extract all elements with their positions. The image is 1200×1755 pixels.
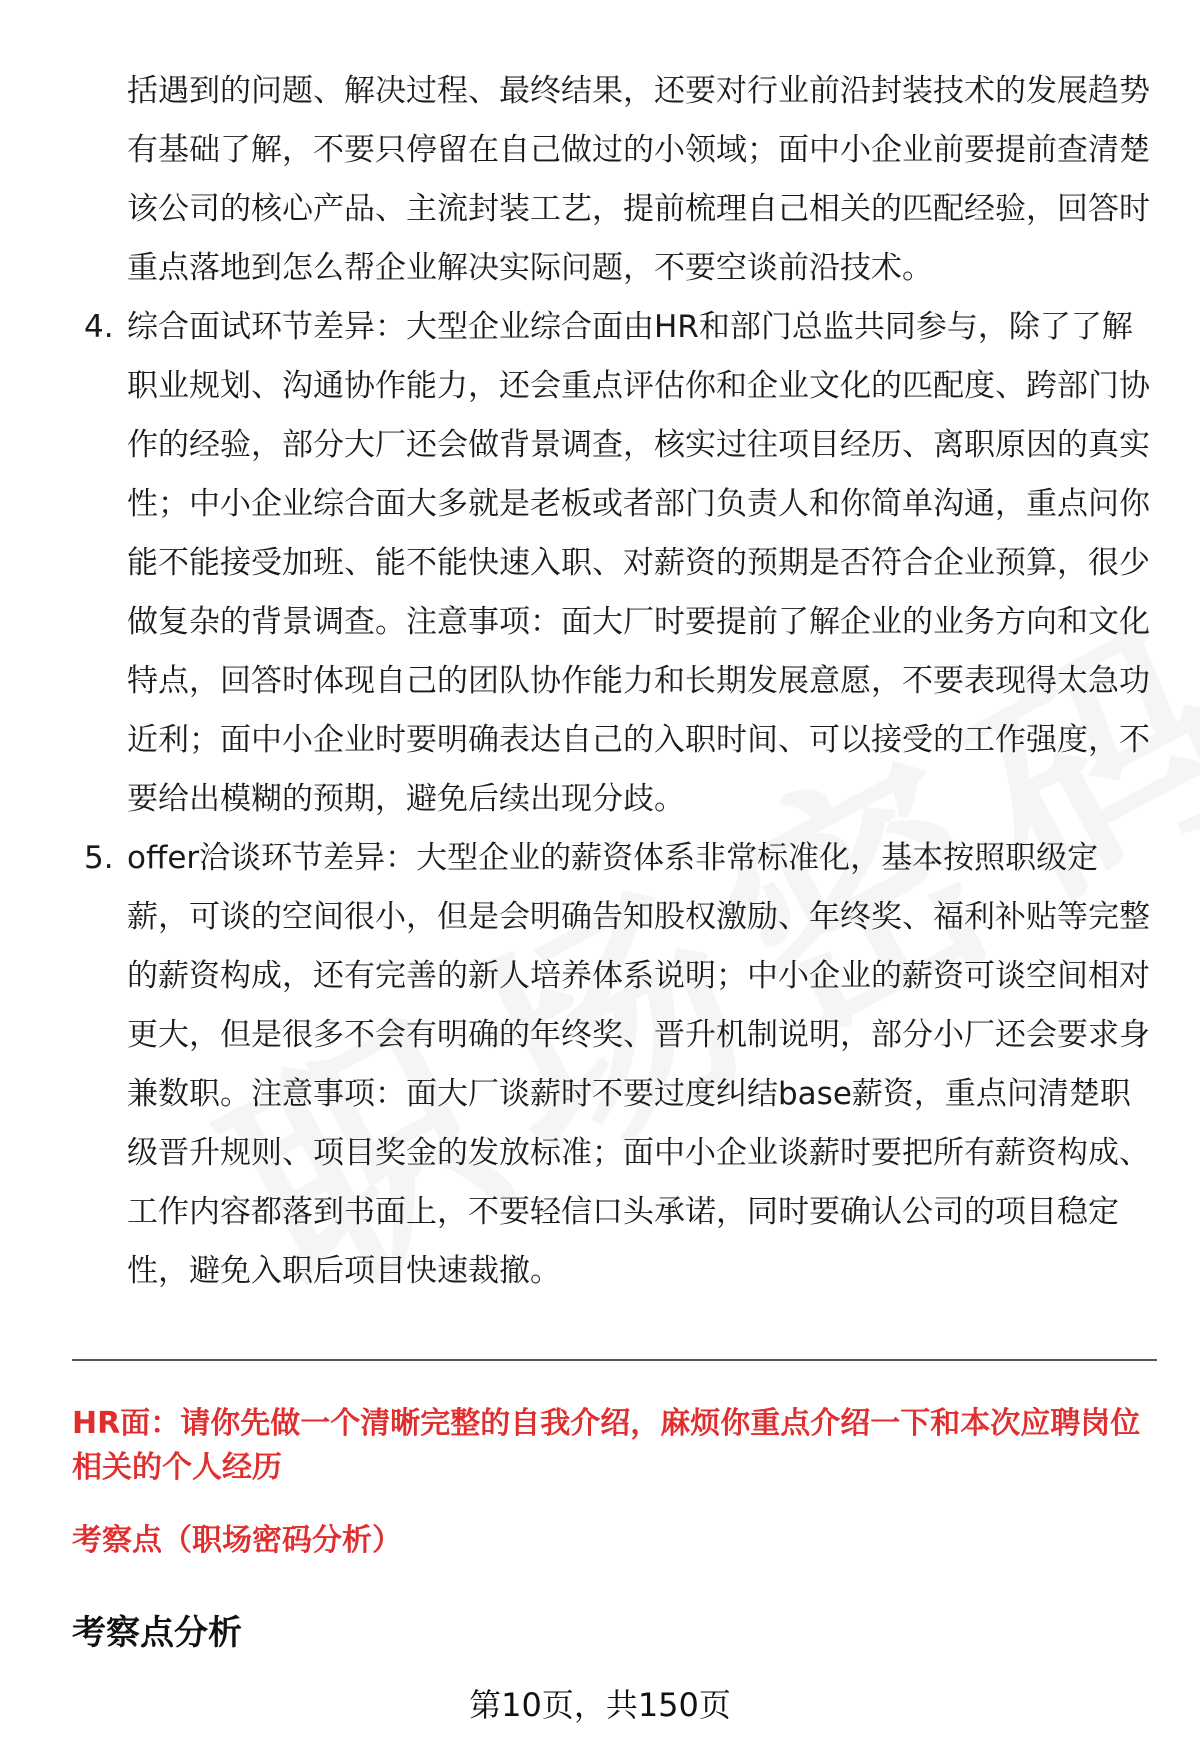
list-item-5 bbox=[0, 829, 1200, 1301]
section-title: 考察点分析 bbox=[72, 1613, 242, 1653]
document-body bbox=[0, 62, 1200, 1301]
page-footer: 第10页，共150页 bbox=[469, 1686, 731, 1724]
interview-question: HR面：请你先做一个清晰完整的自我介绍，麻烦你重点介绍一下和本次应聘岗位相关的个人经历 bbox=[72, 1406, 1141, 1485]
list-item-text: offer洽谈环节差异：大型企业的薪资体系非常标准化，基本按照职级定薪，可谈的空间很小，但是会明确告知股权激励、年终奖、福利补贴等完整的薪资构成，还有完善的新人培养体系说明；中小企业的薪资可谈空间相对更大，但是很多不会有明确的年终奖、晋升机制说明，部分小厂还会要求身兼数职。注意事项：面大厂谈薪时不要过度纠结base薪资，重点问清楚职级晋升规则、项目奖金的发放标准；面中小企业谈薪时要把所有薪资构成、工作内容都落到书面上，不要轻信口头承诺，同时要确认公司的项目稳定性，避免入职后项目快速裁撤。 bbox=[127, 840, 1150, 1289]
list-item-4 bbox=[0, 298, 1200, 829]
list-item-text: 综合面试环节差异：大型企业综合面由HR和部门总监共同参与，除了了解职业规划、沟通协作能力，还会重点评估你和企业文化的匹配度、跨部门协作的经验，部分大厂还会做背景调查，核实过往项目经历、离职原因的真实性；中小企业综合面大多就是老板或者部门负责人和你简单沟通，重点问你能不能接受加班、能不能快速入职、对薪资的预期是否符合企业预算，很少做复杂的背景调查。注意事项：面大厂时要提前了解企业的业务方向和文化特点，回答时体现自己的团队协作能力和长期发展意愿，不要表现得太急功近利；面中小企业时要明确表达自己的入职时间、可以接受的工作强度，不要给出模糊的预期，避免后续出现分歧。 bbox=[127, 309, 1150, 817]
assessment-subheading: 考察点（职场密码分析） bbox=[72, 1523, 402, 1558]
list-number: 5. bbox=[84, 840, 114, 876]
continued-paragraph: 括遇到的问题、解决过程、最终结果，还要对行业前沿封装技术的发展趋势有基础了解，不要只停留在自己做过的小领域；面中小企业前要提前查清楚该公司的核心产品、主流封装工艺，提前梳理自己相关的匹配经验，回答时重点落地到怎么帮企业解决实际问题，不要空谈前沿技术。 bbox=[127, 73, 1150, 286]
divider bbox=[72, 1359, 1157, 1361]
list-number: 4. bbox=[84, 309, 114, 345]
